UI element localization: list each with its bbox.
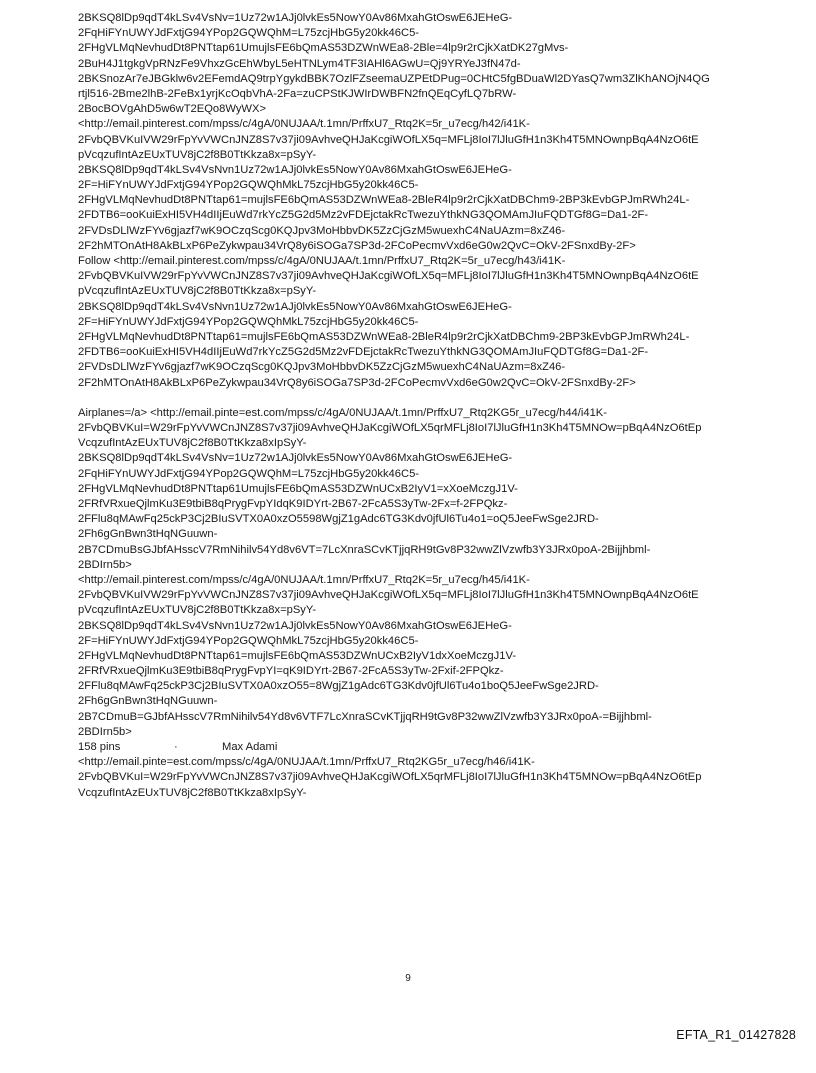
text-line: rtjl516-2Bme2lhB-2FeBx1yrjKcOqbVhA-2Fa=zuCPStKJWIrDWBFN2fnQEqCyfLQ7bRW- [78, 87, 517, 100]
text-line: 2FqHiFYnUWYJdFxtjG94YPop2GQWQhM=L75zcjHbG5y20kk46C5- [78, 27, 420, 40]
email-body-text [78, 11, 778, 801]
text-line: 2BKSnozAr7eJBGklw6v2EFemdAQ9trpYgykdBBK7OzlFZseemaUZPEtDPug=0CHtC5fgBDuaWl2DYasQ7wm3ZlKhANOjN4QG [78, 72, 710, 85]
document-id: EFTA_R1_01427828 [676, 1028, 796, 1042]
text-line: 2F2hMTOnAtH8AkBLxP6PeZykwpau34VrQ8y6iSOGa7SP3d-2FCoPecmvVxd6eG0w2QvC=OkV-2FSnxdBy-2F> [78, 239, 636, 252]
text-line: 2FFlu8qMAwFq25ckP3Cj2BIuSVTX0A0xzO5598WgjZ1gAdc6TG3Kdv0jfUl6Tu4o1=oQ5JeeFwSge2JRD- [78, 513, 599, 526]
text-line: 2FvbQBVKuIVW29rFpYvVWCnJNZ8S7v37ji09AvhveQHJaKcgiWOfLX5q=MFLj8IoI7lJluGfH1n3Kh4T5MNOwnpBqA4NzO6tE [78, 270, 699, 283]
text-line: pVcqzufIntAzEUxTUV8jC2f8B0TtKkza8x=pSyY- [78, 148, 317, 161]
text-line: 2FDTB6=ooKuiExHI5VH4dIIjEuWd7rkYcZ5G2d5Mz2vFDEjctakRcTwezuYthkNG3QOMAmJIuFQDTGf8G=Da1-2F- [78, 346, 649, 359]
text-line: <http://email.pinte=est.com/mpss/c/4gA/0NUJAA/t.1mn/PrffxU7_Rtq2KG5r_u7ecg/h46/i41K- [78, 756, 535, 769]
text-line: 2F=HiFYnUWYJdFxtjG94YPop2GQWQhMkL75zcjHbG5y20kk46C5- [78, 179, 419, 192]
text-line: 2FvbQBVKuI=W29rFpYvVWCnJNZ8S7v37ji09AvhveQHJaKcgiWOfLX5qrMFLj8IoI7lJluGfH1n3Kh4T5MNOw=pBqA4NzO6tEp [78, 771, 702, 784]
url-block-2 [78, 406, 778, 740]
text-line: 2BKSQ8lDp9qdT4kLSv4VsNvn1Uz72w1AJj0lvkEs5NowY0Av86MxahGtOswE6JEHeG- [78, 619, 512, 632]
text-line: 2FRfVRxueQjlmKu3E9tbiB8qPrygFvpYI=qK9IDYrt-2B67-2FcA5S3yTw-2Fxif-2FPQkz- [78, 665, 504, 678]
text-line: 2FRfVRxueQjlmKu3E9tbiB8qPrygFvpYIdqK9IDYrt-2B67-2FcA5S3yTw-2Fx=f-2FPQkz- [78, 498, 508, 510]
text-line: 2FVDsDLlWzFYv6gjazf7wK9OCzqScg0KQJpv3MoHbbvDK5ZzCjGzM5wuexhC4NaUAzm=8xZ46- [78, 361, 566, 374]
text-line: 2FVDsDLlWzFYv6gjazf7wK9OCzqScg0KQJpv3MoHbbvDK5ZzCjGzM5wuexhC4NaUAzm=8xZ46- [78, 224, 566, 237]
text-line: 2FHgVLMqNevhudDt8PNTtap61UmujlsFE6bQmAS53DZWnWEa8-2Ble=4lp9r2rCjkXatDK27gMvs- [78, 42, 569, 55]
url-block-1 [78, 11, 778, 391]
text-line: 2FDTB6=ooKuiExHI5VH4dIIjEuWd7rkYcZ5G2d5Mz2vFDEjctakRcTwezuYthkNG3QOMAmJIuFQDTGf8G=Da1-2F- [78, 209, 649, 222]
text-line: 2FvbQBVKuI=W29rFpYvVWCnJNZ8S7v37ji09AvhveQHJaKcgiWOfLX5qrMFLj8IoI7lJluGfH1n3Kh4T5MNOw=pBqA4NzO6tEp [78, 422, 702, 435]
pin-count: 158 pins [78, 741, 121, 753]
text-line: 2BDIrn5b> [78, 725, 132, 738]
url-block-3 [78, 755, 778, 801]
text-line: Follow <http://email.pinterest.com/mpss/c/4gA/0NUJAA/t.1mn/PrffxU7_Rtq2K=5r_u7ecg/h43/i41K- [78, 255, 566, 267]
text-line: 2F=HiFYnUWYJdFxtjG94YPop2GQWQhMkL75zcjHbG5y20kk46C5- [78, 634, 419, 647]
text-line: 2FHgVLMqNevhudDt8PNTtap61UmujlsFE6bQmAS53DZWnUCxB2IyV1=xXoeMczgJ1V- [78, 482, 518, 495]
text-line: Airplanes=/a> <http://email.pinte=est.com/mpss/c/4gA/0NUJAA/t.1mn/PrffxU7_Rtq2KG5r_u7ecg/h44/i41K- [78, 406, 607, 419]
text-line: VcqzufIntAzEUxTUV8jC2f8B0TtKkza8xIpSyY- [78, 437, 307, 450]
text-line: 2F=HiFYnUWYJdFxtjG94YPop2GQWQhMkL75zcjHbG5y20kk46C5- [78, 315, 419, 328]
page-number: 9 [405, 973, 411, 984]
text-line: 2BDIrn5b> [78, 558, 132, 571]
text-line: 2BKSQ8lDp9qdT4kLSv4VsNvn1Uz72w1AJj0lvkEs5NowY0Av86MxahGtOswE6JEHeG- [78, 300, 512, 313]
text-line: 2FFlu8qMAwFq25ckP3Cj2BIuSVTX0A0xzO55=8WgjZ1gAdc6TG3Kdv0jfUl6Tu4o1boQ5JeeFwSge2JRD- [78, 680, 599, 693]
text-line: 2FqHiFYnUWYJdFxtjG94YPop2GQWQhM=L75zcjHbG5y20kk46C5- [78, 467, 420, 480]
text-line: 2FHgVLMqNevhudDt8PNTtap61=mujlsFE6bQmAS53DZWnWEa8-2BleR4lp9r2rCjkXatDBChm9-2BP3kEvbGPJmRWh24L- [78, 194, 690, 207]
pin-summary-line [78, 740, 778, 755]
text-line: <http://email.pinterest.com/mpss/c/4gA/0NUJAA/t.1mn/PrffxU7_Rtq2K=5r_u7ecg/h42/i41K- [78, 118, 530, 131]
separator-dot: · [174, 741, 178, 753]
text-line: 2B7CDmuBsGJbfAHsscV7RmNihilv54Yd8v6VT=7LcXnraSCvKTjjqRH9tGv8P32wwZlVzwfb3Y3JRx0poA-2Bijjhbml- [78, 543, 651, 556]
text-line: 2FvbQBVKuIVW29rFpYvVWCnJNZ8S7v37ji09AvhveQHJaKcgiWOfLX5q=MFLj8IoI7lJluGfH1n3Kh4T5MNOwnpBqA4NzO6tE [78, 133, 699, 146]
text-line: 2Fh6gGnBwn3tHqNGuuwn- [78, 695, 218, 708]
text-line: pVcqzufIntAzEUxTUV8jC2f8B0TtKkza8x=pSyY- [78, 285, 317, 298]
text-line: 2Fh6gGnBwn3tHqNGuuwn- [78, 528, 218, 541]
text-line: 2BKSQ8lDp9qdT4kLSv4VsNv=1Uz72w1AJj0lvkEs5NowY0Av86MxahGtOswE6JEHeG- [78, 452, 513, 465]
text-line: 2B7CDmuB=GJbfAHsscV7RmNihilv54Yd8v6VTF7LcXnraSCvKTjjqRH9tGv8P32wwZlVzwfb3Y3JRx0poA-=Bijjhbml- [78, 710, 652, 723]
text-line: 2FHgVLMqNevhudDt8PNTtap61=mujlsFE6bQmAS53DZWnUCxB2IyV1dxXoeMczgJ1V- [78, 649, 517, 662]
blank-line [78, 391, 778, 406]
text-line: <http://email.pinterest.com/mpss/c/4gA/0NUJAA/t.1mn/PrffxU7_Rtq2K=5r_u7ecg/h45/i41K- [78, 573, 530, 586]
text-line: 2BuH4J1tgkgVpRNzFe9VhxzGcEhWbyL5eHTNLym4TF3IAHl6AGwU=Qj9YRYeJ3fN47d- [78, 57, 521, 70]
text-line: 2FHgVLMqNevhudDt8PNTtap61=mujlsFE6bQmAS53DZWnWEa8-2BleR4lp9r2rCjkXatDBChm9-2BP3kEvbGPJmRWh24L- [78, 330, 690, 343]
text-line: 2BKSQ8lDp9qdT4kLSv4VsNv=1Uz72w1AJj0lvkEs5NowY0Av86MxahGtOswE6JEHeG- [78, 12, 513, 24]
text-line: 2BocBOVgAhD5w6wT2EQo8WyWX> [78, 103, 266, 116]
text-line: 2BKSQ8lDp9qdT4kLSv4VsNvn1Uz72w1AJj0lvkEs5NowY0Av86MxahGtOswE6JEHeG- [78, 163, 512, 176]
pin-author: Max Adami [222, 741, 278, 753]
text-line: pVcqzufIntAzEUxTUV8jC2f8B0TtKkza8x=pSyY- [78, 604, 317, 617]
text-line: 2F2hMTOnAtH8AkBLxP6PeZykwpau34VrQ8y6iSOGa7SP3d-2FCoPecmvVxd6eG0w2QvC=OkV-2FSnxdBy-2F> [78, 376, 636, 389]
text-line: 2FvbQBVKuIVW29rFpYvVWCnJNZ8S7v37ji09AvhveQHJaKcgiWOfLX5q=MFLj8IoI7lJluGfH1n3Kh4T5MNOwnpBqA4NzO6tE [78, 589, 699, 602]
text-line: VcqzufIntAzEUxTUV8jC2f8B0TtKkza8xIpSyY- [78, 786, 307, 799]
